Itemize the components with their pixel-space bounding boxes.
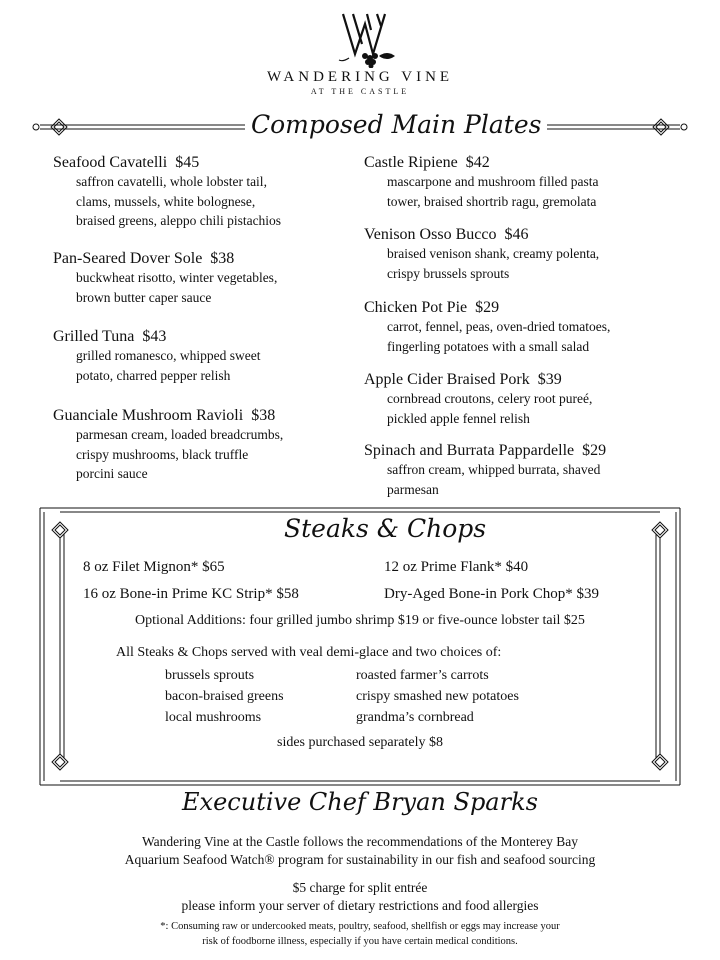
sustainability-line: Aquarium Seafood Watch® program for sustainability in our fish and seafood sourcing	[124, 852, 596, 867]
executive-chef	[0, 788, 720, 816]
sides-price-note: sides purchased separately $8	[277, 735, 443, 750]
menu-item	[53, 153, 353, 249]
main-plates-right-column	[364, 153, 694, 499]
restaurant-subtitle: AT THE CASTLE	[310, 87, 410, 96]
item-name: Castle Ripiene	[364, 154, 458, 171]
sustainability-line: Wandering Vine at the Castle follows the recommendations of the Monterey Bay	[141, 834, 579, 849]
item-desc-line: mascarpone and mushroom filled pasta	[387, 174, 599, 189]
item-name: Guanciale Mushroom Ravioli	[53, 407, 244, 424]
menu-item	[364, 153, 694, 225]
chef-name: Executive Chef Bryan Sparks	[182, 788, 538, 816]
item-name: Apple Cider Braised Pork	[364, 371, 530, 388]
served-with-note: All Steaks & Chops served with veal demi-glace and two choices of:	[116, 645, 502, 660]
menu-item	[364, 370, 694, 441]
item-desc-line: saffron cavatelli, whole lobster tail,	[76, 174, 267, 189]
item-name: Chicken Pot Pie	[364, 299, 468, 316]
item-price: $45	[175, 154, 200, 171]
menu-item	[364, 225, 694, 298]
item-name: Venison Osso Bucco	[364, 226, 497, 243]
item-desc-line: potato, charred pepper relish	[76, 367, 231, 383]
optional-additions: Optional Additions: four grilled jumbo shrimp $19 or five-ounce lobster tail $25	[135, 613, 585, 628]
item-desc-line: grilled romanesco, whipped sweet	[76, 348, 261, 363]
sides-left-list	[165, 665, 284, 728]
item-price: $46	[504, 226, 529, 243]
item-desc-line: parmesan cream, loaded breadcrumbs,	[76, 427, 284, 442]
side-item: brussels sprouts	[165, 668, 255, 683]
item-price: $29	[582, 442, 607, 459]
item-desc-line: cornbread croutons, celery root pureé,	[387, 391, 593, 406]
side-item: roasted farmer’s carrots	[356, 668, 489, 683]
item-desc-line: crispy brussels sprouts	[387, 265, 510, 281]
section-heading-main-plates: Composed Main Plates	[245, 110, 547, 139]
item-price: $39	[537, 371, 562, 388]
item-name: Seafood Cavatelli	[53, 154, 168, 171]
item-desc-line: porcini sauce	[76, 466, 148, 481]
item-desc-line: braised venison shank, creamy polenta,	[387, 246, 600, 261]
item-desc-line: tower, braised shortrib ragu, gremolata	[387, 193, 597, 209]
item-name: Pan-Seared Dover Sole	[53, 250, 203, 267]
item-desc-line: carrot, fennel, peas, oven-dried tomatoes,	[387, 319, 611, 334]
menu-item	[53, 406, 353, 484]
menu-item	[53, 327, 353, 406]
side-item: crispy smashed new potatoes	[356, 689, 519, 704]
item-price: $38	[210, 250, 235, 267]
item-name: Spinach and Burrata Pappardelle	[364, 442, 575, 459]
item-name: Grilled Tuna	[53, 328, 135, 345]
item-desc-line: saffron cream, whipped burrata, shaved	[387, 462, 601, 477]
item-price: $42	[465, 154, 490, 171]
menu-item	[364, 298, 694, 370]
item-price: $43	[142, 328, 167, 345]
side-item: local mushrooms	[165, 710, 262, 725]
steak-item: 16 oz Bone-in Prime KC Strip* $58	[83, 586, 299, 602]
item-price: $38	[251, 407, 276, 424]
item-desc-line: parmesan	[387, 481, 439, 497]
side-item: bacon-braised greens	[165, 689, 284, 704]
section-heading-steaks: Steaks & Chops	[278, 514, 492, 543]
side-item: grandma’s cornbread	[356, 710, 474, 725]
split-charge-note: $5 charge for split entrée	[292, 880, 428, 895]
steak-item: Dry-Aged Bone-in Pork Chop* $39	[384, 586, 599, 602]
item-desc-line: braised greens, aleppo chili pistachios	[76, 213, 282, 228]
allergy-note: please inform your server of dietary restrictions and food allergies	[181, 898, 539, 913]
menu-item	[364, 441, 694, 499]
disclaimer-line: *: Consuming raw or undercooked meats, poultry, seafood, shellfish or eggs may increase your	[160, 921, 560, 932]
item-price: $29	[475, 299, 500, 316]
menu-item	[53, 249, 353, 327]
main-plates-left-column	[53, 153, 353, 484]
item-desc-line: crispy mushrooms, black truffle	[76, 446, 249, 462]
item-desc-line: pickled apple fennel relish	[387, 410, 530, 426]
steak-item: 8 oz Filet Mignon* $65	[83, 559, 225, 575]
item-desc-line: buckwheat risotto, winter vegetables,	[76, 270, 278, 285]
sides-right-list	[356, 665, 519, 728]
item-desc-line: fingerling potatoes with a small salad	[387, 338, 590, 354]
disclaimer-line: risk of foodborne illness, especially if you have certain medical conditions.	[202, 936, 518, 947]
steak-item: 12 oz Prime Flank* $40	[384, 559, 529, 575]
restaurant-name: WANDERING VINE	[266, 69, 454, 85]
item-desc-line: clams, mussels, white bolognese,	[76, 193, 256, 209]
item-desc-line: brown butter caper sauce	[76, 289, 212, 305]
